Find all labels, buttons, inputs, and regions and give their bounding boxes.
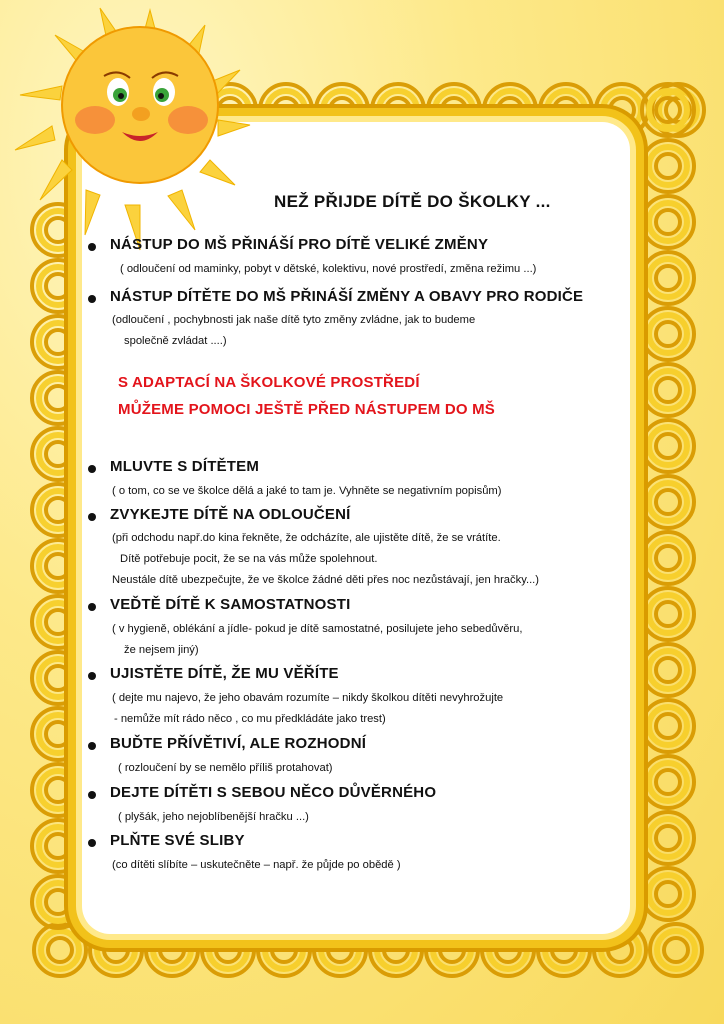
- item-heading: NÁSTUP DO MŠ PŘINÁŠÍ PRO DÍTĚ VELIKÉ ZMĚNY: [110, 236, 489, 253]
- item-note: - nemůže mít rádo něco , co mu předkládáte jako trest): [114, 713, 386, 725]
- item-heading: VEĎTĚ DÍTĚ K SAMOSTATNOSTI: [110, 596, 351, 613]
- bullet-icon: [88, 791, 96, 799]
- item-note: Dítě potřebuje pocit, že se na vás může spolehnout.: [120, 553, 378, 565]
- highlight-line: MŮŽEME POMOCI JEŠTĚ PŘED NÁSTUPEM DO MŠ: [118, 401, 495, 418]
- highlight-line: S ADAPTACÍ NA ŠKOLKOVÉ PROSTŘEDÍ: [118, 374, 420, 391]
- item-note: ( rozloučení by se nemělo příliš protahovat): [118, 762, 333, 774]
- bullet-icon: [88, 513, 96, 521]
- bullet-icon: [88, 672, 96, 680]
- item-note: Neustále dítě ubezpečujte, že ve školce žádné děti přes noc nezůstávají, jen hračky...): [112, 574, 540, 586]
- item-note: že nejsem jiný): [124, 644, 199, 656]
- item-heading: MLUVTE S DÍTĚTEM: [110, 458, 260, 475]
- page-title: NEŽ PŘIJDE DÍTĚ DO ŠKOLKY ...: [274, 192, 551, 211]
- item-note: ( v hygieně, oblékání a jídle- pokud je dítě samostatné, posilujete jeho sebedůvěru,: [112, 623, 523, 635]
- bullet-icon: [88, 465, 96, 473]
- item-note: ( dejte mu najevo, že jeho obavám rozumíte – nikdy školkou dítěti nevyhrožujte: [112, 692, 504, 704]
- item-heading: ZVYKEJTE DÍTĚ NA ODLOUČENÍ: [110, 506, 351, 523]
- bullet-icon: [88, 839, 96, 847]
- item-note: ( odloučení od maminky, pobyt v dětské, kolektivu, nové prostředí, změna režimu ...): [120, 263, 537, 275]
- bullet-icon: [88, 742, 96, 750]
- item-note: (co dítěti slíbíte – uskutečněte – např. že půjde po obědě ): [112, 859, 401, 871]
- item-note: společně zvládat ....): [124, 335, 227, 347]
- item-note: (při odchodu např.do kina řekněte, že odcházíte, ale ujistěte dítě, že se vrátíte.: [112, 532, 501, 544]
- bullet-icon: [88, 243, 96, 251]
- bullet-icon: [88, 295, 96, 303]
- bullet-icon: [88, 603, 96, 611]
- item-note: ( o tom, co se ve školce dělá a jaké to tam je. Vyhněte se negativním popisům): [112, 485, 502, 497]
- item-heading: BUĎTE PŘÍVĚTIVÍ, ALE ROZHODNÍ: [110, 735, 367, 752]
- item-note: (odloučení , pochybnosti jak naše dítě tyto změny zvládne, jak to budeme: [112, 314, 476, 326]
- item-heading: PLŇTE SVÉ SLIBY: [110, 832, 245, 849]
- item-note: ( plyšák, jeho nejoblíbenější hračku ...): [118, 811, 309, 823]
- item-heading: NÁSTUP DÍTĚTE DO MŠ PŘINÁŠÍ ZMĚNY A OBAVY PRO RODIČE: [110, 288, 584, 305]
- item-heading: UJISTĚTE DÍTĚ, ŽE MU VĚŘÍTE: [110, 665, 339, 682]
- item-heading: DEJTE DÍTĚTI S SEBOU NĚCO DŮVĚRNÉHO: [110, 784, 437, 801]
